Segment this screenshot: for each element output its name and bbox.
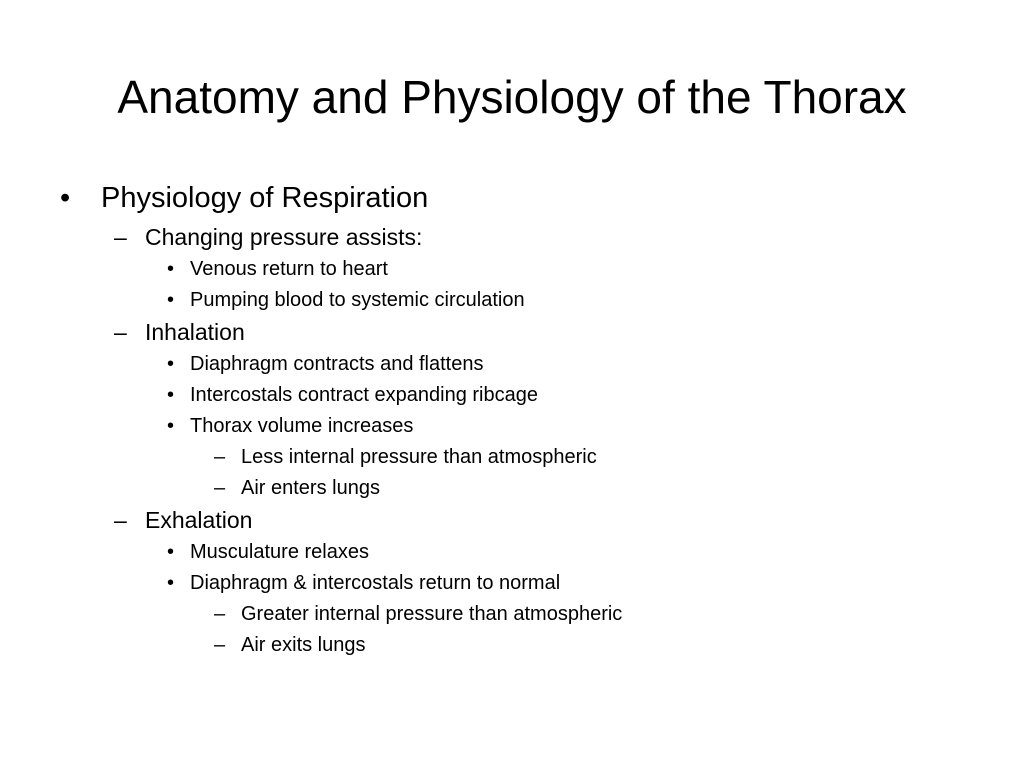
bullet-marker: • [167, 541, 175, 563]
bullet-text: Venous return to heart [190, 258, 388, 280]
bullet-marker: • [167, 353, 175, 375]
slide-title: Anatomy and Physiology of the Thorax [117, 71, 907, 123]
dash-marker: – [214, 603, 226, 625]
bullet-text: Greater internal pressure than atmospheric [241, 603, 623, 625]
dash-marker: – [114, 224, 127, 250]
dash-marker: – [114, 507, 127, 533]
bullet-marker: • [167, 384, 175, 406]
bullet-marker: • [167, 415, 175, 437]
bullet-text: Inhalation [145, 319, 245, 345]
bullet-text: Diaphragm & intercostals return to normal [190, 572, 561, 594]
bullet-text: Changing pressure assists: [145, 224, 423, 250]
bullet-marker: • [167, 258, 175, 280]
bullet-marker: • [60, 182, 71, 214]
bullet-text: Pumping blood to systemic circulation [190, 289, 525, 311]
bullet-text: Musculature relaxes [190, 541, 369, 563]
bullet-text: Air exits lungs [241, 634, 366, 656]
dash-marker: – [214, 634, 226, 656]
bullet-text: Intercostals contract expanding ribcage [190, 384, 538, 406]
dash-marker: – [214, 446, 226, 468]
bullet-text: Less internal pressure than atmospheric [241, 446, 597, 468]
bullet-text: Physiology of Respiration [101, 182, 429, 214]
bullet-text: Diaphragm contracts and flattens [190, 353, 484, 375]
bullet-marker: • [167, 289, 175, 311]
bullet-text: Air enters lungs [241, 477, 380, 499]
dash-marker: – [214, 477, 226, 499]
bullet-text: Exhalation [145, 507, 253, 533]
bullet-text: Thorax volume increases [190, 415, 414, 437]
dash-marker: – [114, 319, 127, 345]
bullet-marker: • [167, 572, 175, 594]
